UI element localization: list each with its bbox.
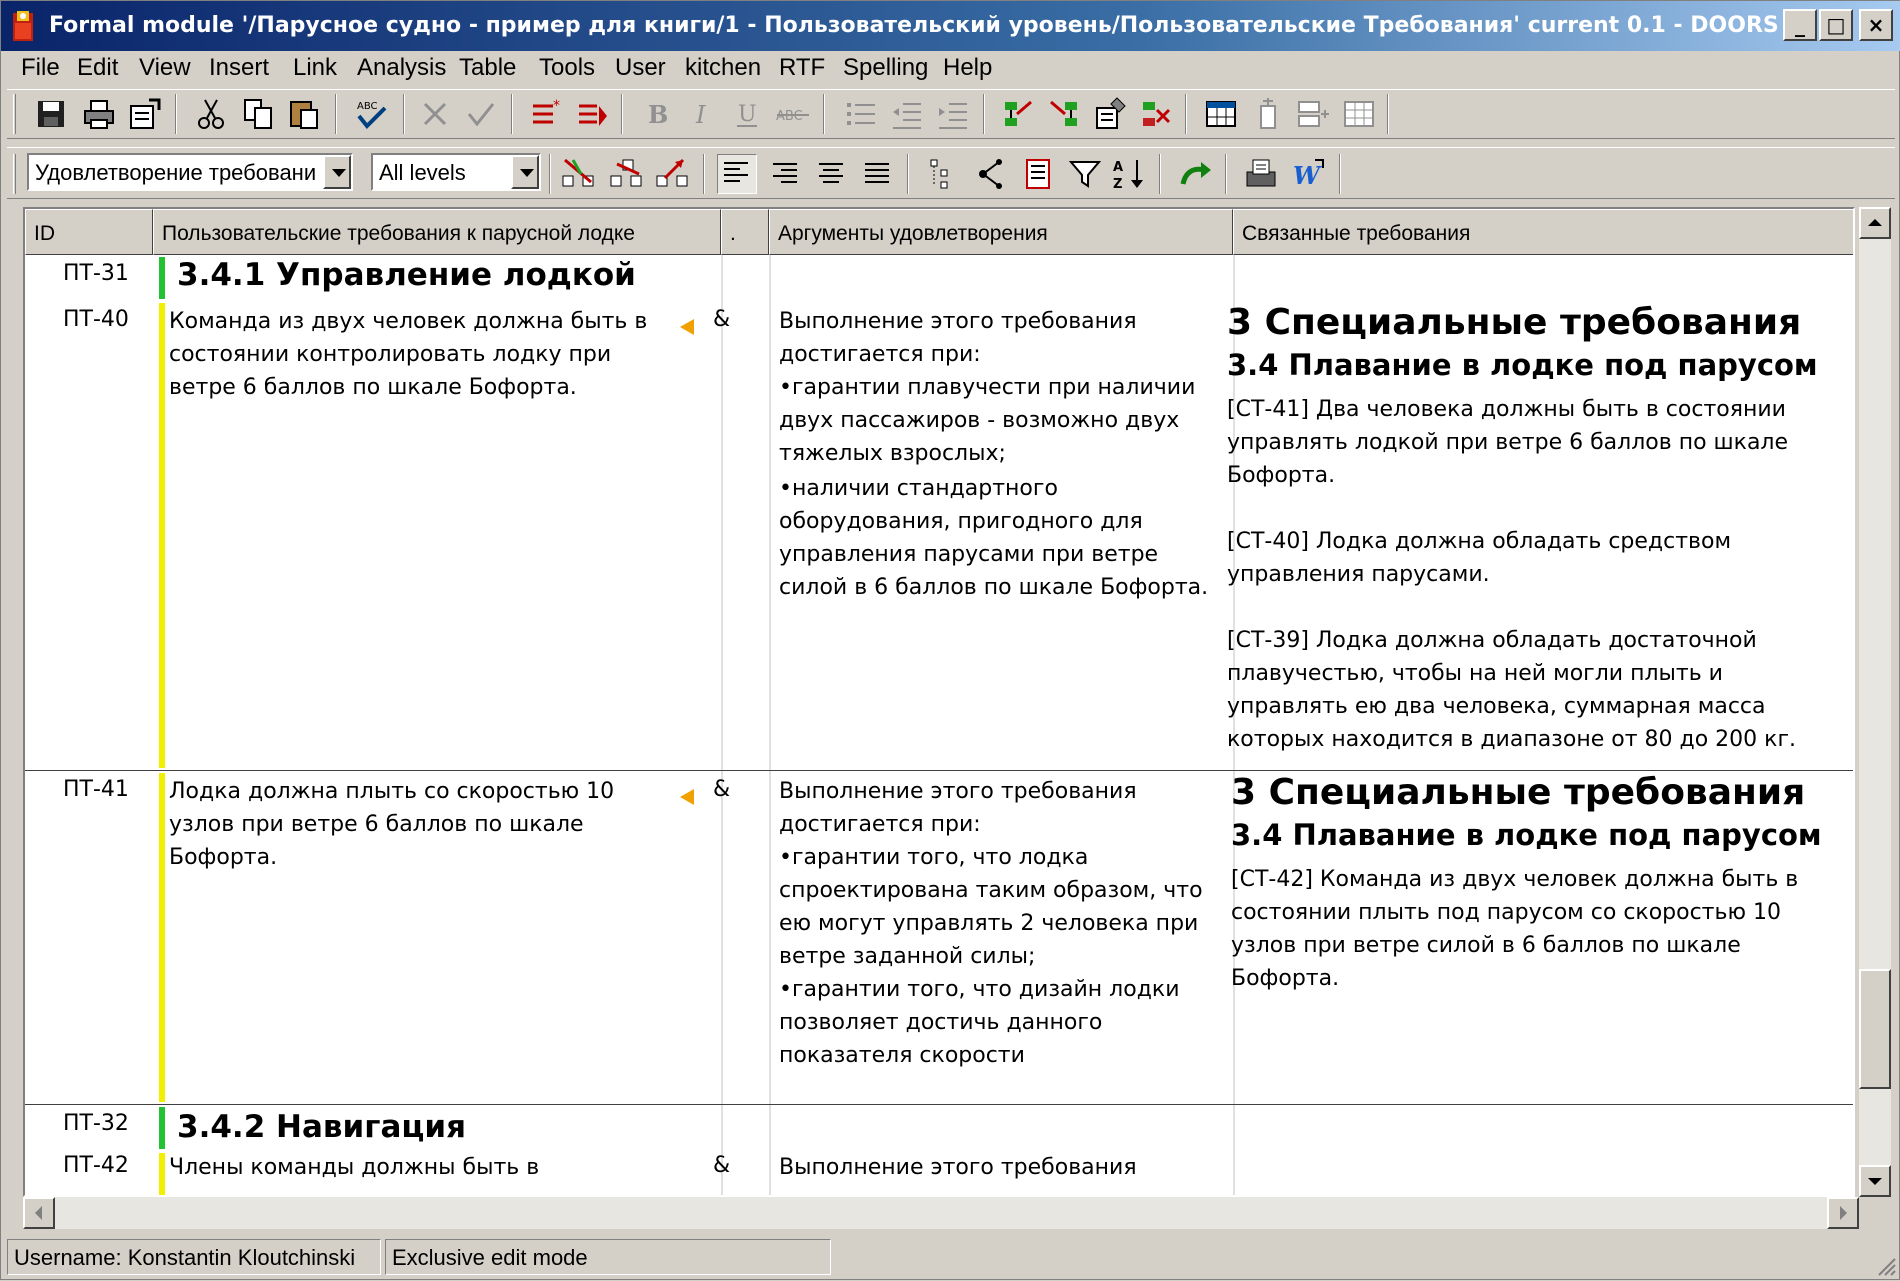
toolbar-separator <box>1339 154 1341 194</box>
column-divider <box>1233 1105 1235 1151</box>
word-export-icon[interactable] <box>1291 156 1327 192</box>
related-heading-level1: 3 Специальные требования <box>1231 772 1806 813</box>
status-edit-mode: Exclusive edit mode <box>385 1239 831 1275</box>
arguments-item: •гарантии плавучести при наличии двух пассажиров - возможно двух тяжелых взрослых; <box>779 375 1196 466</box>
menu-user[interactable]: User <box>615 54 666 81</box>
toolbar-separator <box>175 94 177 134</box>
copy-icon[interactable] <box>241 96 277 132</box>
toolbar-separator <box>823 94 825 134</box>
row-id: ПТ-32 <box>63 1111 129 1136</box>
toolbar-separator <box>1185 94 1187 134</box>
toolbar-separator <box>1225 154 1227 194</box>
document-view-icon[interactable] <box>1021 156 1057 192</box>
requirement-text: Команда из двух человек должна быть в состоянии контролировать лодку при ветре 6 баллов по шкале Бофорта. <box>169 309 648 400</box>
link-end-icon[interactable] <box>1047 96 1083 132</box>
requirement-text: Лодка должна плыть со скоростью 10 узлов при ветре 6 баллов по шкале Бофорта. <box>169 779 615 870</box>
menu-bar <box>1 51 1900 87</box>
insert-object-icon[interactable] <box>529 96 565 132</box>
row-id: ПТ-41 <box>63 777 129 802</box>
cut-icon[interactable] <box>193 96 229 132</box>
italic-icon[interactable] <box>685 96 721 132</box>
heading-marker <box>159 257 165 299</box>
svg-text:U: U <box>738 102 757 127</box>
view-selector-value: Удовлетворение требовани <box>35 160 317 185</box>
object-properties-icon[interactable] <box>1093 96 1129 132</box>
save-icon[interactable] <box>33 96 69 132</box>
column-divider <box>721 255 723 301</box>
export-icon[interactable] <box>1243 156 1279 192</box>
horizontal-scrollbar[interactable] <box>23 1197 1859 1229</box>
arguments-cell <box>765 305 1215 604</box>
table-grid-icon[interactable] <box>1341 96 1377 132</box>
toolbar-separator <box>1387 94 1389 134</box>
align-justify-icon[interactable] <box>859 156 895 192</box>
toolbar-separator <box>511 94 513 134</box>
title-bar <box>1 1 1900 51</box>
svg-text:*: * <box>553 98 560 114</box>
link-indicator: & <box>713 777 731 802</box>
link-arrow-icon[interactable] <box>680 789 694 805</box>
align-right-icon[interactable] <box>767 156 803 192</box>
link-start-icon[interactable] <box>1001 96 1037 132</box>
toolbar-separator <box>403 94 405 134</box>
decrease-indent-icon[interactable] <box>889 96 925 132</box>
svg-text:ABC: ABC <box>776 109 803 124</box>
spellcheck-icon[interactable] <box>353 96 389 132</box>
arguments-item: •гарантии того, что дизайн лодки позволяет достичь данного показателя скорости <box>779 977 1180 1068</box>
outline-icon[interactable] <box>925 156 961 192</box>
status-username: Username: Konstantin Kloutchinski <box>7 1239 381 1275</box>
object-marker <box>159 1153 165 1197</box>
svg-text:Z: Z <box>1113 177 1123 192</box>
object-marker <box>159 303 165 768</box>
related-cell <box>1227 301 1847 756</box>
arguments-intro: Выполнение этого требования <box>779 1155 1137 1180</box>
view-selector[interactable] <box>27 153 353 191</box>
toolbar-grip[interactable] <box>13 94 16 134</box>
menu-analysis[interactable]: Analysis <box>357 54 447 81</box>
related-requirement[interactable]: [СТ-42] Команда из двух человек должна быть в состоянии плыть под парусом со скоростью 10 узлов при ветре силой в 6 баллов по шкале Бофорта. <box>1231 867 1799 991</box>
doors-app-icon <box>9 9 39 43</box>
link-arrow-icon[interactable] <box>680 319 694 335</box>
paste-icon[interactable] <box>287 96 323 132</box>
toolbar-separator <box>621 94 623 134</box>
row-id: ПТ-40 <box>63 307 129 332</box>
table-row[interactable] <box>25 1151 1855 1197</box>
delete-icon[interactable] <box>417 96 453 132</box>
requirement-text: Члены команды должны быть в <box>169 1155 540 1180</box>
view-toolbar <box>7 147 1895 199</box>
strikethrough-icon[interactable] <box>775 96 811 132</box>
underline-icon[interactable] <box>729 96 765 132</box>
menu-link[interactable]: Link <box>293 54 338 81</box>
close-button[interactable]: × <box>1859 9 1893 41</box>
toolbar-separator <box>1159 154 1161 194</box>
svg-text:W: W <box>1293 161 1320 190</box>
row-id: ПТ-42 <box>63 1153 129 1178</box>
toolbar-separator <box>549 154 551 194</box>
arguments-item: •гарантии того, что лодка спроектирована таким образом, что ею могут управлять 2 человека при ветре заданной силы; <box>779 845 1203 969</box>
sort-icon[interactable] <box>1111 156 1147 192</box>
refresh-arrow-icon[interactable] <box>1179 156 1215 192</box>
svg-text:I: I <box>696 101 706 129</box>
insert-column-icon[interactable] <box>1249 96 1285 132</box>
properties-icon[interactable] <box>127 96 163 132</box>
column-header-link[interactable]: . <box>721 209 769 255</box>
bullet-list-icon[interactable] <box>843 96 879 132</box>
heading-marker <box>159 1107 165 1149</box>
resize-grip-icon[interactable] <box>1873 1253 1897 1277</box>
column-divider <box>769 255 771 301</box>
show-links-icon[interactable] <box>561 156 597 192</box>
chevron-down-icon[interactable] <box>323 155 351 189</box>
column-header-related[interactable]: Связанные требования <box>1233 209 1855 255</box>
column-divider <box>721 771 723 1104</box>
toolbar-separator <box>703 154 705 194</box>
link-indicator: & <box>713 1153 731 1178</box>
vertical-scrollbar[interactable] <box>1859 207 1891 1197</box>
increase-indent-icon[interactable] <box>935 96 971 132</box>
row-id: ПТ-31 <box>63 261 129 286</box>
level-selector-value: All levels <box>379 160 466 185</box>
scroll-up-button[interactable] <box>1859 207 1891 239</box>
toolbar-grip[interactable] <box>13 154 16 194</box>
level-selector[interactable] <box>371 153 541 191</box>
print-icon[interactable] <box>81 96 117 132</box>
related-requirement[interactable]: [СТ-40] Лодка должна обладать средством управления парусами. <box>1227 529 1732 587</box>
svg-text:A: A <box>1113 160 1124 175</box>
maximize-button[interactable]: □ <box>1819 9 1853 41</box>
column-divider <box>1233 1151 1235 1197</box>
table-row[interactable] <box>25 771 1855 1105</box>
object-marker <box>159 773 165 1102</box>
toolbar-separator <box>983 94 985 134</box>
column-header-arguments[interactable]: Аргументы удовлетворения <box>769 209 1233 255</box>
accept-icon[interactable] <box>463 96 499 132</box>
table-row[interactable] <box>25 301 1855 771</box>
toolbar-separator <box>335 94 337 134</box>
standard-toolbar <box>7 89 1895 139</box>
chevron-down-icon[interactable] <box>511 155 539 189</box>
related-heading-level2: 3.4 Плавание в лодке под парусом <box>1231 818 1822 852</box>
bold-icon[interactable] <box>639 96 675 132</box>
menu-table[interactable]: Table <box>459 54 517 81</box>
filter-icon[interactable] <box>1067 156 1103 192</box>
column-header-id[interactable]: ID <box>25 209 153 255</box>
align-center-icon[interactable] <box>813 156 849 192</box>
arguments-intro: Выполнение этого требования достигается при: <box>779 779 1137 837</box>
svg-text:B: B <box>648 100 669 129</box>
insert-table-icon[interactable] <box>1203 96 1239 132</box>
related-requirement[interactable]: [СТ-41] Два человека должны быть в состоянии управлять лодкой при ветре 6 баллов по шкале Бофорта. <box>1227 397 1789 488</box>
section-heading: 3.4.2 Навигация <box>177 1109 466 1145</box>
column-divider <box>721 1105 723 1151</box>
module-grid <box>23 207 1855 1197</box>
align-left-icon[interactable] <box>717 154 757 194</box>
out-links-icon[interactable] <box>609 156 645 192</box>
vertical-scroll-thumb[interactable] <box>1859 969 1891 1089</box>
scroll-down-button[interactable] <box>1859 1165 1891 1197</box>
menu-tools[interactable]: Tools <box>539 54 596 81</box>
column-header-row <box>25 209 1855 255</box>
arguments-cell <box>765 775 1215 1072</box>
menu-help[interactable]: Help <box>943 54 993 81</box>
menu-file[interactable]: File <box>21 54 60 81</box>
column-header-requirements[interactable]: Пользовательские требования к парусной лодке <box>153 209 721 255</box>
minimize-button[interactable]: _ <box>1783 9 1817 41</box>
related-requirement[interactable]: [СТ-39] Лодка должна обладать достаточной плавучестью, чтобы на ней могли плыть и управлять ею два человека, суммарная масса которых находится в диапазоне от 80 до 200 кг. <box>1227 628 1796 752</box>
related-heading-level2: 3.4 Плавание в лодке под парусом <box>1227 348 1818 382</box>
table-row[interactable] <box>25 255 1855 301</box>
column-divider <box>721 301 723 770</box>
scroll-right-button[interactable] <box>1827 1197 1859 1229</box>
arguments-intro: Выполнение этого требования достигается при: <box>779 309 1137 367</box>
column-divider <box>769 1151 771 1197</box>
status-bar <box>1 1233 1900 1281</box>
menu-rtf[interactable]: RTF <box>779 54 826 81</box>
section-heading: 3.4.1 Управление лодкой <box>177 257 636 293</box>
menu-insert[interactable]: Insert <box>209 54 270 81</box>
related-heading-level1: 3 Специальные требования <box>1227 302 1802 343</box>
related-cell <box>1231 771 1851 995</box>
menu-view[interactable]: View <box>139 54 191 81</box>
toolbar-separator <box>907 154 909 194</box>
link-delete-icon[interactable] <box>1139 96 1175 132</box>
table-row[interactable] <box>25 1105 1855 1151</box>
status-empty <box>835 1239 1889 1275</box>
column-divider <box>769 1105 771 1151</box>
in-links-icon[interactable] <box>655 156 691 192</box>
svg-text:ABC: ABC <box>357 101 378 112</box>
insert-row-icon[interactable] <box>1295 96 1331 132</box>
menu-kitchen[interactable]: kitchen <box>685 54 762 81</box>
window-title: Formal module '/Парусное судно - пример для книги/1 - Пользовательский уровень/Пользовательские Требования' current 0.1 - DOORS <box>49 13 1779 38</box>
column-divider <box>1233 255 1235 301</box>
expand-tree-icon[interactable] <box>973 156 1009 192</box>
menu-edit[interactable]: Edit <box>77 54 119 81</box>
link-indicator: & <box>713 307 731 332</box>
menu-spelling[interactable]: Spelling <box>843 54 929 81</box>
insert-below-icon[interactable] <box>575 96 611 132</box>
arguments-item: •наличии стандартного оборудования, пригодного для управления парусами при ветре силой в 6 баллов по шкале Бофорта. <box>779 476 1209 600</box>
scroll-left-button[interactable] <box>23 1197 55 1229</box>
